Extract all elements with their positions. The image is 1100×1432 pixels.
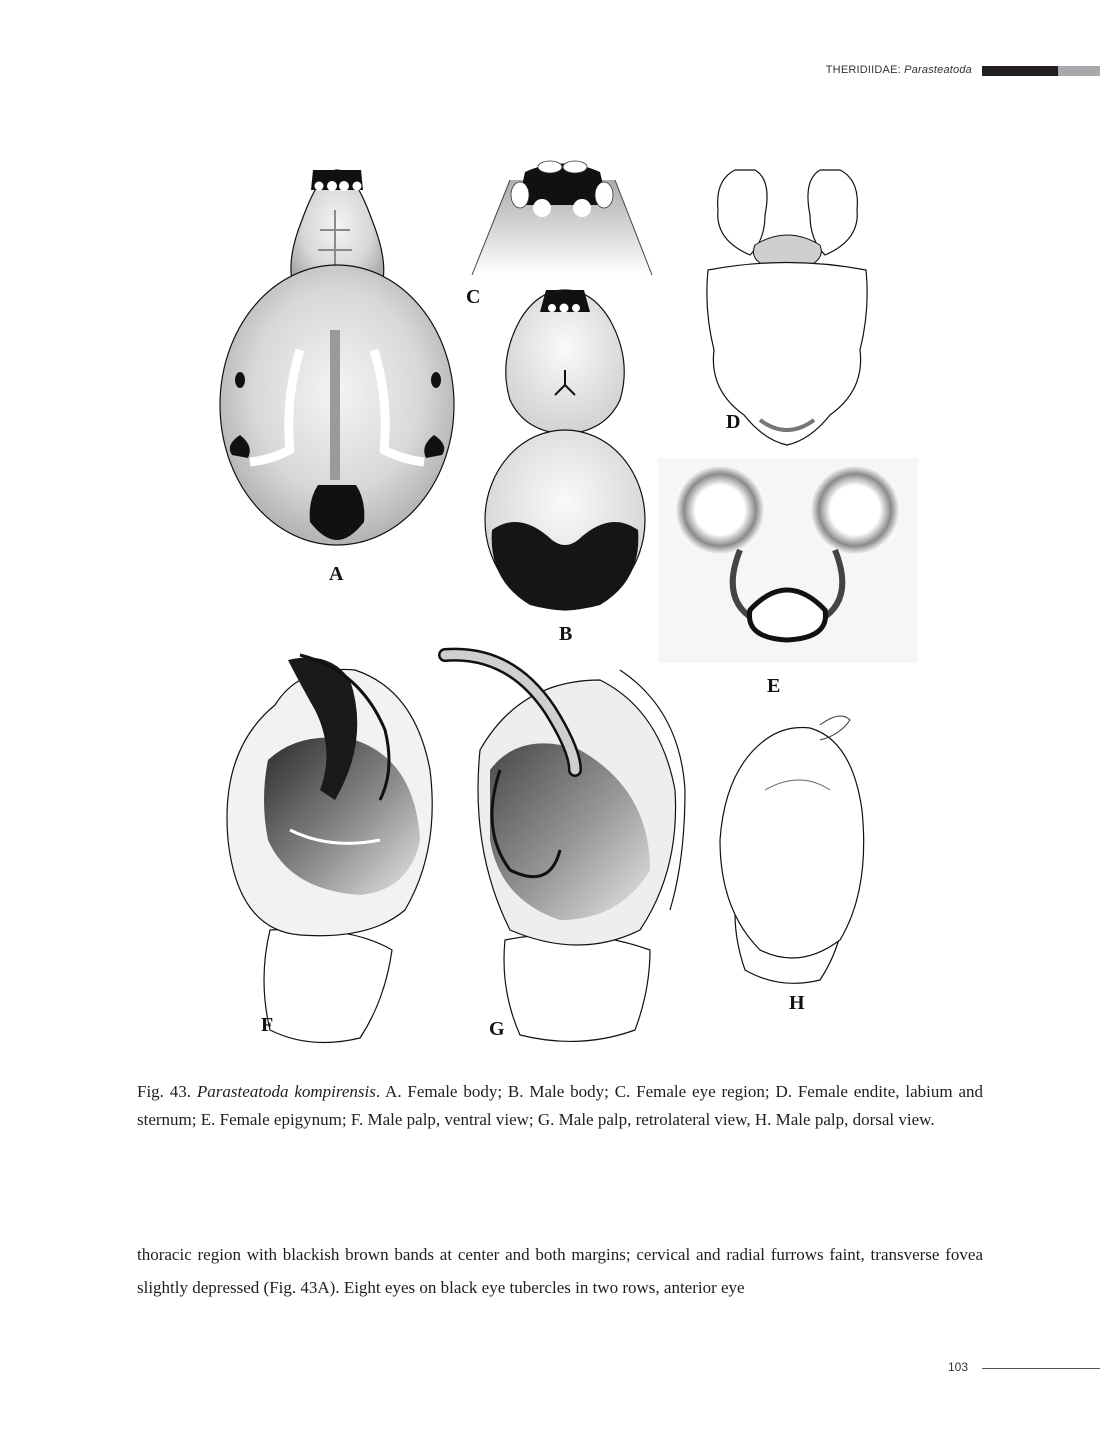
panel-label-e: E [767,675,781,697]
panel-label-h: H [789,992,805,1014]
panel-label-d: D [726,411,741,433]
panel-c-female-eye-region [472,161,652,275]
panel-b-male-body [485,290,645,610]
panel-h-palp-dorsal [720,716,864,983]
panel-label-b: B [559,623,573,645]
panel-label-f: F [261,1014,274,1036]
figure-illustrations [180,150,920,1050]
body-paragraph: thoracic region with blackish brown bands at center and both margins; cervical and radial furrows faint, transverse fovea slightly depressed (Fig. 43A). Eight eyes on black eye tubercles in two rows, anterior eye [137,1245,983,1297]
body-text [137,1238,983,1304]
panel-f-palp-ventral [227,655,432,1043]
panel-d-endite-labium-sternum [707,170,867,445]
panel-e-female-epigynum [658,458,918,663]
running-head-family: THERIDIIDAE: [825,64,901,76]
folio-rule [982,1368,1100,1369]
caption-fig-number: Fig. 43. [137,1082,192,1101]
panel-label-g: G [489,1018,505,1040]
running-head-bar-dark [982,66,1058,76]
page-number: 103 [948,1360,969,1374]
caption-text: . A. Female body; B. Male body; C. Female eye region; D. Female endite, labium and sternum; E. Female epigynum; F. Male palp, ventral view; G. Male palp, retrolateral view, H. Male palp, dorsal view. [137,1082,983,1129]
running-head-genus: Parasteatoda [904,64,972,76]
running-head [826,64,972,76]
running-head-bar-gray [1058,66,1100,76]
figure-caption [137,1078,983,1134]
figure-plate [180,150,920,1050]
panel-label-a: A [329,563,344,585]
caption-species: Parasteatoda kompirensis [196,1082,376,1101]
panel-a-female-body [220,170,454,545]
panel-g-palp-retrolateral [445,655,685,1042]
panel-label-c: C [466,286,481,308]
